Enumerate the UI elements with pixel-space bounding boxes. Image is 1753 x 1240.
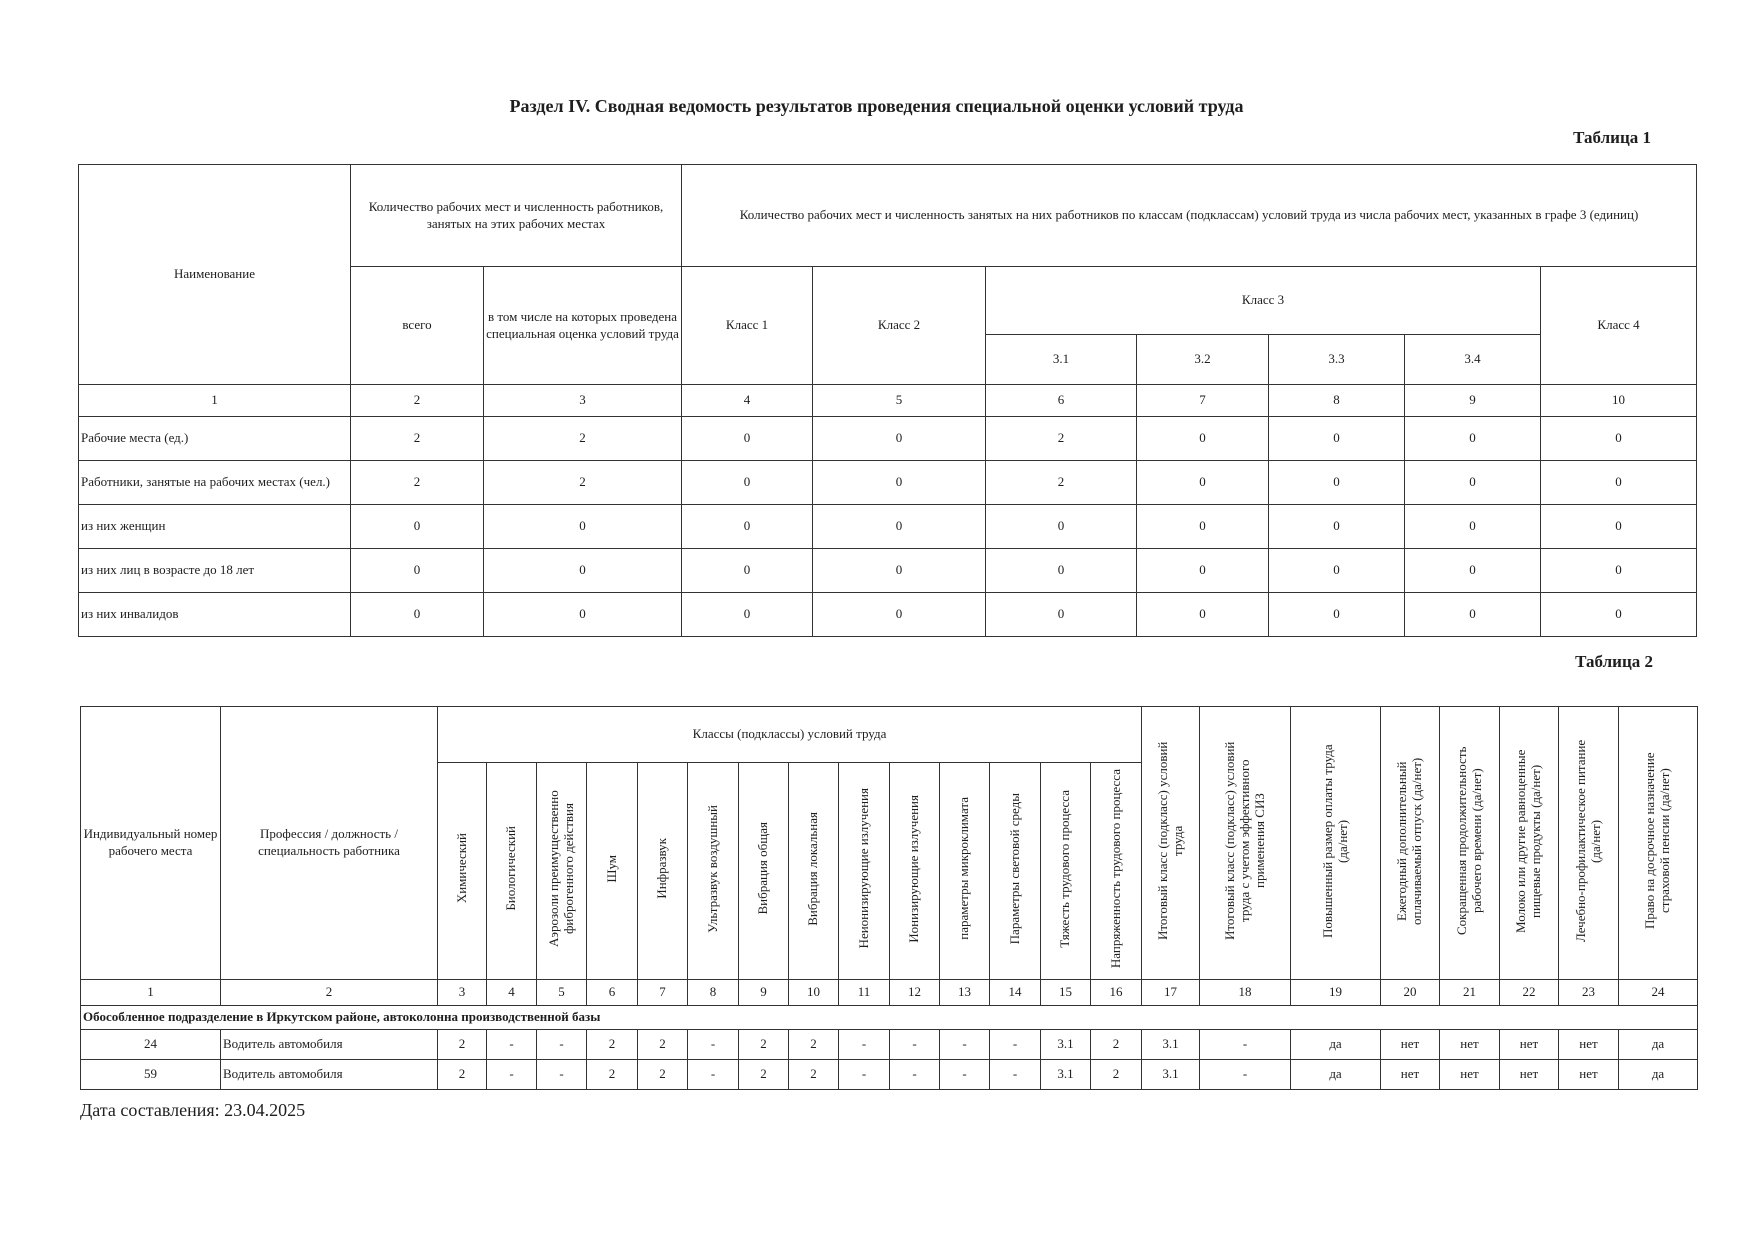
cell: 0 <box>813 461 986 505</box>
cell: нет <box>1500 1060 1559 1090</box>
cell: 0 <box>351 505 484 549</box>
col-number: 16 <box>1091 980 1142 1006</box>
col-number: 6 <box>986 385 1137 417</box>
page-title: Раздел IV. Сводная ведомость результатов проведения специальной оценки условий труда <box>509 96 1244 116</box>
cell: - <box>537 1060 587 1090</box>
table-row <box>79 593 1697 637</box>
factor-header <box>739 763 789 980</box>
col-number: 5 <box>537 980 587 1006</box>
cell: нет <box>1381 1060 1440 1090</box>
cell: 0 <box>1405 417 1541 461</box>
cell: 2 <box>438 1030 487 1060</box>
cell: 0 <box>351 549 484 593</box>
header-text: Итоговый класс (подкласс) условий труда с учетом эффективного применения СИЗ <box>1221 741 1267 940</box>
factor-header <box>1091 763 1142 980</box>
header-text: Право на досрочное назначение страховой пенсии (да/нет) <box>1642 752 1673 929</box>
cell: 2 <box>638 1060 688 1090</box>
header-conducted: в том числе на которых проведена специальная оценка условий труда <box>484 267 682 385</box>
factor-header <box>839 763 890 980</box>
cell: 0 <box>484 549 682 593</box>
header-factor-classes: Классы (подклассы) условий труда <box>438 707 1142 763</box>
factor-text: Химический <box>453 833 469 904</box>
factor-text: Шум <box>603 854 619 883</box>
factor-header <box>638 763 688 980</box>
cell: - <box>487 1060 537 1090</box>
factor-text: Аэрозоли преимущественно фиброгенного действия <box>545 790 576 947</box>
workplaces-table <box>80 706 1698 1090</box>
table-row <box>81 1030 1698 1060</box>
header-vacation <box>1381 707 1440 980</box>
cell: 2 <box>1091 1060 1142 1090</box>
cell: 0 <box>1405 505 1541 549</box>
col-number: 13 <box>940 980 990 1006</box>
header-class-3-2: 3.2 <box>1137 335 1269 385</box>
cell: 0 <box>1541 593 1697 637</box>
col-number: 1 <box>79 385 351 417</box>
col-number: 17 <box>1142 980 1200 1006</box>
col-number: 3 <box>484 385 682 417</box>
cell: 0 <box>682 417 813 461</box>
cell: 0 <box>1541 549 1697 593</box>
summary-table <box>78 164 1697 637</box>
table-row <box>79 505 1697 549</box>
cell: 2 <box>739 1060 789 1090</box>
cell: нет <box>1440 1060 1500 1090</box>
factor-header <box>487 763 537 980</box>
col-number: 6 <box>587 980 638 1006</box>
cell: 3.1 <box>1142 1060 1200 1090</box>
header-class4: Класс 4 <box>1541 267 1697 385</box>
col-number: 1 <box>81 980 221 1006</box>
cell: 0 <box>1137 593 1269 637</box>
cell: - <box>1200 1030 1291 1060</box>
cell: нет <box>1559 1030 1619 1060</box>
col-number: 9 <box>1405 385 1541 417</box>
header-qty: Количество рабочих мест и численность работников, занятых на этих рабочих местах <box>351 165 682 267</box>
cell: - <box>990 1060 1041 1090</box>
column-number-row <box>81 980 1698 1006</box>
cell: 0 <box>1405 461 1541 505</box>
factor-text: параметры микроклимата <box>956 797 972 940</box>
cell: да <box>1291 1060 1381 1090</box>
cell: 0 <box>484 593 682 637</box>
cell: 2 <box>438 1060 487 1090</box>
cell: 0 <box>1137 461 1269 505</box>
col-number: 10 <box>1541 385 1697 417</box>
header-text: Сокращенная продолжительность рабочего времени (да/нет) <box>1453 746 1484 935</box>
header-milk <box>1500 707 1559 980</box>
col-number: 18 <box>1200 980 1291 1006</box>
cell: 0 <box>813 505 986 549</box>
profession: Водитель автомобиля <box>221 1030 438 1060</box>
header-text: Молоко или другие равноценные пищевые продукты (да/нет) <box>1513 748 1544 933</box>
col-number: 10 <box>789 980 839 1006</box>
cell: 2 <box>484 461 682 505</box>
factor-header <box>890 763 940 980</box>
cell: 0 <box>682 505 813 549</box>
col-number: 8 <box>688 980 739 1006</box>
cell: 3.1 <box>1041 1030 1091 1060</box>
header-class3: Класс 3 <box>986 267 1541 335</box>
cell: 2 <box>789 1060 839 1090</box>
col-number: 19 <box>1291 980 1381 1006</box>
factor-text: Биологический <box>503 826 519 911</box>
cell: 2 <box>587 1060 638 1090</box>
factor-text: Вибрация локальная <box>805 811 821 926</box>
factor-header <box>1041 763 1091 980</box>
header-class2: Класс 2 <box>813 267 986 385</box>
col-number: 7 <box>638 980 688 1006</box>
cell: 0 <box>1405 549 1541 593</box>
cell: - <box>890 1030 940 1060</box>
cell: 0 <box>1541 505 1697 549</box>
cell: 0 <box>1269 461 1405 505</box>
cell: 2 <box>739 1030 789 1060</box>
cell: 3.1 <box>1041 1060 1091 1090</box>
header-class1: Класс 1 <box>682 267 813 385</box>
cell: да <box>1291 1030 1381 1060</box>
cell: 0 <box>986 505 1137 549</box>
table-row <box>81 1060 1698 1090</box>
col-number: 4 <box>682 385 813 417</box>
cell: 0 <box>1269 549 1405 593</box>
cell: 0 <box>1541 417 1697 461</box>
col-number: 22 <box>1500 980 1559 1006</box>
cell: 2 <box>587 1030 638 1060</box>
row-name: из них инвалидов <box>79 593 351 637</box>
header-text: Повышенный размер оплаты труда (да/нет) <box>1319 743 1350 938</box>
cell: 0 <box>1137 549 1269 593</box>
factor-header <box>940 763 990 980</box>
header-nutrition <box>1559 707 1619 980</box>
cell: - <box>688 1030 739 1060</box>
cell: 2 <box>351 417 484 461</box>
cell: 2 <box>638 1030 688 1060</box>
col-number: 11 <box>839 980 890 1006</box>
table-row <box>79 461 1697 505</box>
factor-text: Неионизирующие излучения <box>855 788 871 949</box>
col-number: 2 <box>221 980 438 1006</box>
factor-text: Тяжесть трудового процесса <box>1057 789 1073 948</box>
date-line <box>80 1100 305 1121</box>
header-workplace-id: Индивидуальный номер рабочего места <box>81 707 221 980</box>
col-number: 12 <box>890 980 940 1006</box>
cell: - <box>839 1030 890 1060</box>
profession: Водитель автомобиля <box>221 1060 438 1090</box>
header-text: Ежегодный дополнительный оплачиваемый отпуск (да/нет) <box>1394 756 1425 925</box>
cell: 0 <box>1405 593 1541 637</box>
header-final-class-ppe <box>1200 707 1291 980</box>
col-number: 24 <box>1619 980 1698 1006</box>
header-classes: Количество рабочих мест и численность занятых на них работников по классам (подклассам) условий труда из числа рабочих мест, указанных в графе 3 (единиц) <box>682 165 1697 267</box>
cell: нет <box>1559 1060 1619 1090</box>
header-final-class <box>1142 707 1200 980</box>
col-number: 8 <box>1269 385 1405 417</box>
cell: нет <box>1381 1030 1440 1060</box>
factor-text: Параметры световой среды <box>1006 792 1022 945</box>
cell: 0 <box>813 549 986 593</box>
header-profession: Профессия / должность / специальность работника <box>221 707 438 980</box>
row-name: из них женщин <box>79 505 351 549</box>
col-number: 5 <box>813 385 986 417</box>
cell: - <box>537 1030 587 1060</box>
cell: 0 <box>1137 417 1269 461</box>
header-short-hours <box>1440 707 1500 980</box>
cell: 0 <box>682 549 813 593</box>
cell: 0 <box>986 549 1137 593</box>
cell: - <box>1200 1060 1291 1090</box>
col-number: 15 <box>1041 980 1091 1006</box>
cell: - <box>990 1030 1041 1060</box>
cell: 0 <box>682 593 813 637</box>
header-pay <box>1291 707 1381 980</box>
header-class-3-1: 3.1 <box>986 335 1137 385</box>
cell: да <box>1619 1060 1698 1090</box>
header-class-3-4: 3.4 <box>1405 335 1541 385</box>
cell: - <box>839 1060 890 1090</box>
cell: - <box>487 1030 537 1060</box>
col-number: 20 <box>1381 980 1440 1006</box>
header-total: всего <box>351 267 484 385</box>
row-name: Рабочие места (ед.) <box>79 417 351 461</box>
col-number: 23 <box>1559 980 1619 1006</box>
col-number: 2 <box>351 385 484 417</box>
cell: 0 <box>986 593 1137 637</box>
column-number-row <box>79 385 1697 417</box>
cell: нет <box>1500 1030 1559 1060</box>
col-number: 4 <box>487 980 537 1006</box>
cell: 0 <box>1137 505 1269 549</box>
cell: - <box>688 1060 739 1090</box>
cell: 2 <box>484 417 682 461</box>
cell: 3.1 <box>1142 1030 1200 1060</box>
factor-text: Инфразвук <box>654 838 670 899</box>
table-row <box>79 417 1697 461</box>
header-text: Итоговый класс (подкласс) условий труда <box>1154 741 1185 940</box>
col-number: 14 <box>990 980 1041 1006</box>
header-text: Лечебно-профилактическое питание (да/нет) <box>1572 739 1603 942</box>
cell: 2 <box>1091 1030 1142 1060</box>
cell: 0 <box>682 461 813 505</box>
cell: 0 <box>1269 417 1405 461</box>
factor-text: Ультразвук воздушный <box>704 804 720 933</box>
workplace-id: 59 <box>81 1060 221 1090</box>
col-number: 9 <box>739 980 789 1006</box>
col-number: 21 <box>1440 980 1500 1006</box>
cell: - <box>890 1060 940 1090</box>
cell: 0 <box>484 505 682 549</box>
header-class-3-3: 3.3 <box>1269 335 1405 385</box>
workplace-id: 24 <box>81 1030 221 1060</box>
header-name: Наименование <box>79 165 351 385</box>
table-row <box>79 549 1697 593</box>
cell: 0 <box>351 593 484 637</box>
cell: 0 <box>1269 505 1405 549</box>
cell: 2 <box>986 461 1137 505</box>
cell: нет <box>1440 1030 1500 1060</box>
factor-header <box>438 763 487 980</box>
cell: 0 <box>1541 461 1697 505</box>
factor-header <box>587 763 638 980</box>
table1-label: Таблица 1 <box>1573 128 1651 147</box>
cell: 0 <box>813 593 986 637</box>
factor-text: Ионизирующие излучения <box>906 794 922 943</box>
cell: 0 <box>813 417 986 461</box>
section-title: Обособленное подразделение в Иркутском районе, автоколонна производственной базы <box>81 1006 1698 1030</box>
factor-text: Вибрация общая <box>755 822 771 915</box>
cell: 0 <box>1269 593 1405 637</box>
factor-header <box>789 763 839 980</box>
col-number: 7 <box>1137 385 1269 417</box>
factor-text: Напряженность трудового процесса <box>1107 768 1123 969</box>
table2-label: Таблица 2 <box>1575 652 1653 671</box>
factor-header <box>688 763 739 980</box>
row-name: из них лиц в возрасте до 18 лет <box>79 549 351 593</box>
cell: - <box>940 1030 990 1060</box>
cell: - <box>940 1060 990 1090</box>
factor-header <box>990 763 1041 980</box>
date-label: Дата составления: <box>80 1100 220 1120</box>
header-pension <box>1619 707 1698 980</box>
col-number: 3 <box>438 980 487 1006</box>
row-name: Работники, занятые на рабочих местах (чел.) <box>79 461 351 505</box>
cell: да <box>1619 1030 1698 1060</box>
cell: 2 <box>351 461 484 505</box>
factor-header <box>537 763 587 980</box>
date-value: 23.04.2025 <box>224 1100 306 1120</box>
cell: 2 <box>789 1030 839 1060</box>
cell: 2 <box>986 417 1137 461</box>
